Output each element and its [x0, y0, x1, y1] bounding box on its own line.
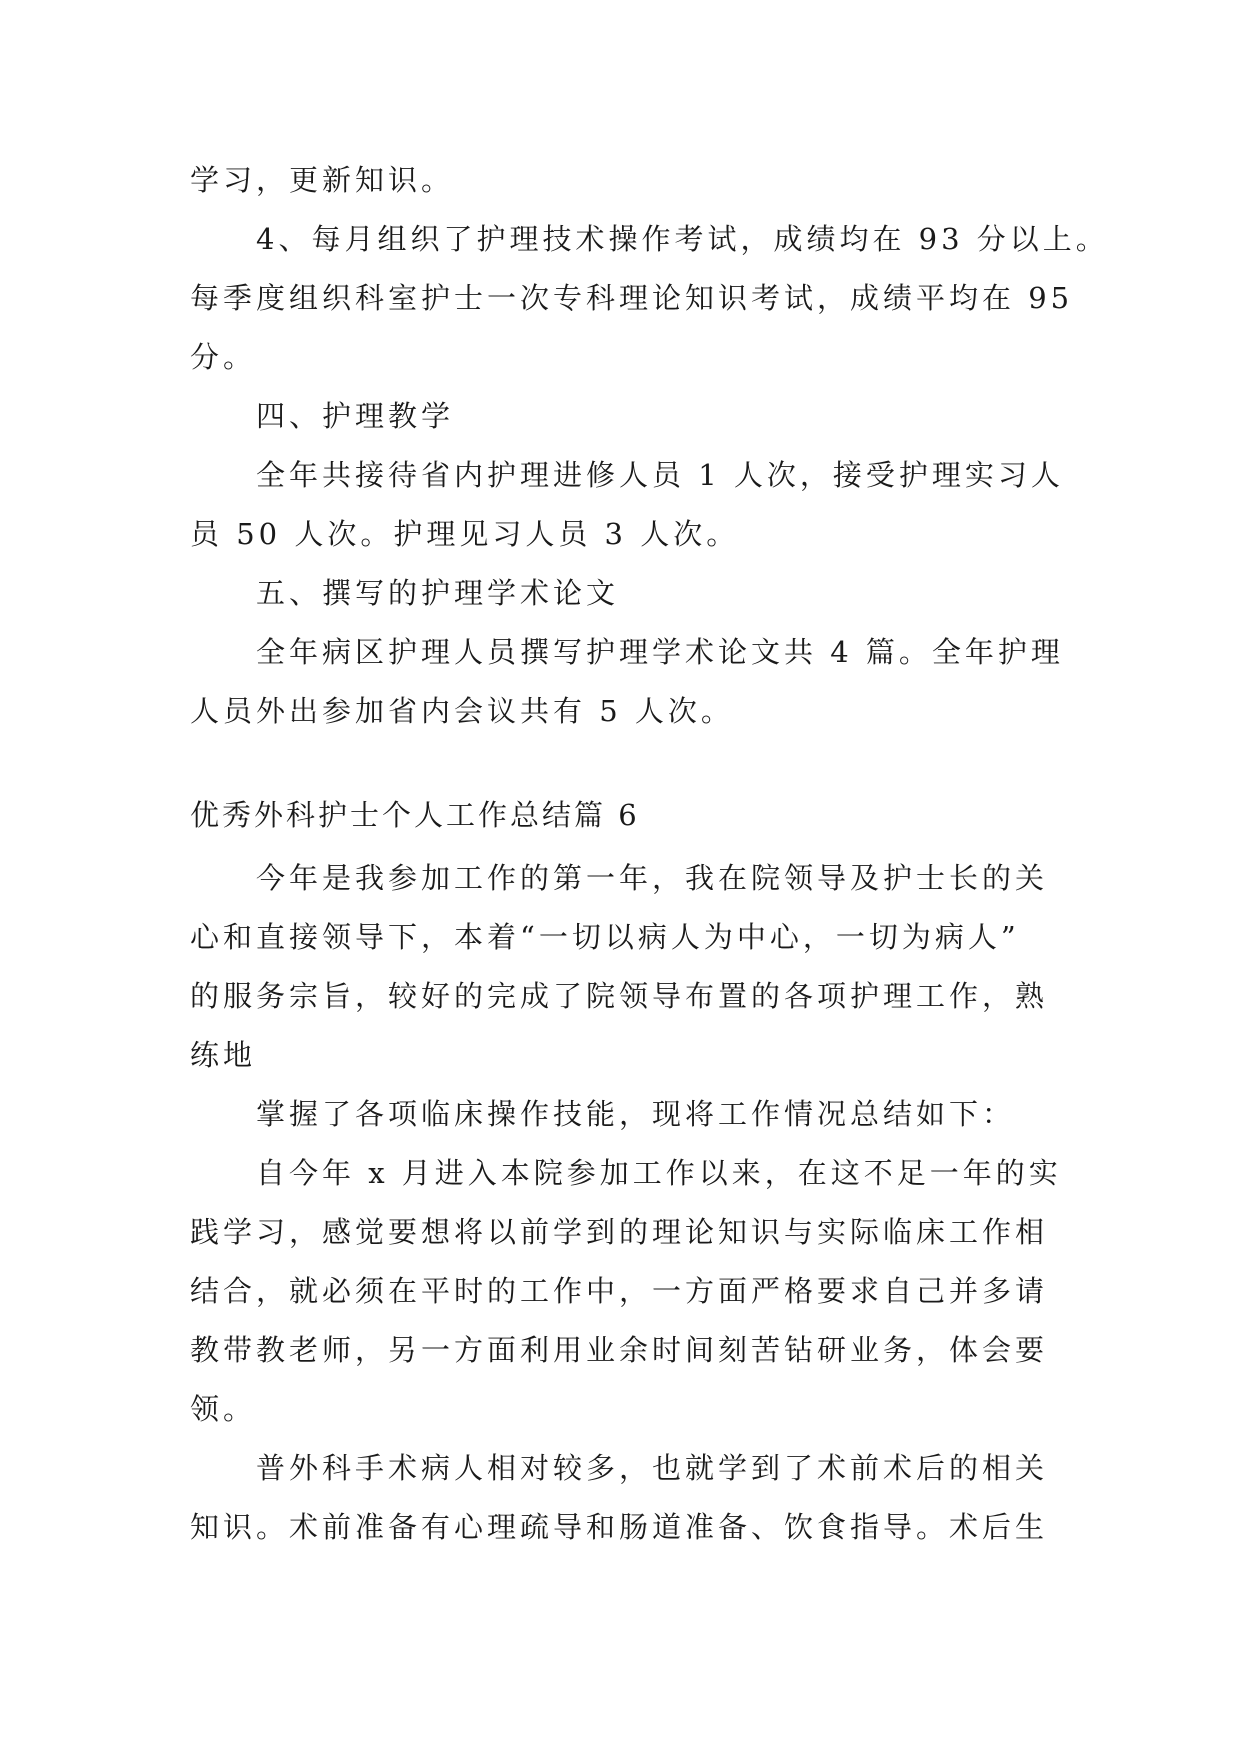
text-line: 践学习，感觉要想将以前学到的理论知识与实际临床工作相	[190, 1215, 1049, 1249]
section-heading: 四、护理教学	[256, 399, 455, 433]
text-line: 学习，更新知识。	[190, 163, 455, 197]
text-line: 分。	[190, 340, 257, 374]
text-line: 教带教老师，另一方面利用业余时间刻苦钻研业务，体会要	[190, 1333, 1049, 1367]
text-line: 练地	[190, 1038, 257, 1072]
text-line: 心和直接领导下，本着“一切以病人为中心，一切为病人”	[190, 920, 1020, 954]
text-line: 知识。术前准备有心理疏导和肠道准备、饮食指导。术后生	[190, 1510, 1049, 1544]
text-line: 全年共接待省内护理进修人员 1 人次，接受护理实习人	[256, 458, 1064, 492]
text-line: 普外科手术病人相对较多，也就学到了术前术后的相关	[256, 1451, 1049, 1485]
text-line: 员 50 人次。护理见习人员 3 人次。	[190, 517, 740, 551]
text-line: 领。	[190, 1392, 257, 1426]
text-line: 的服务宗旨，较好的完成了院领导布置的各项护理工作，熟	[190, 979, 1049, 1013]
text-line: 人员外出参加省内会议共有 5 人次。	[190, 694, 734, 728]
text-line: 掌握了各项临床操作技能，现将工作情况总结如下：	[256, 1097, 1016, 1131]
text-line: 全年病区护理人员撰写护理学术论文共 4 篇。全年护理	[256, 635, 1064, 669]
section-heading: 五、撰写的护理学术论文	[256, 576, 620, 610]
text-line: 每季度组织科室护士一次专科理论知识考试，成绩平均在 95	[190, 281, 1074, 315]
text-line: 结合，就必须在平时的工作中，一方面严格要求自己并多请	[190, 1274, 1049, 1308]
text-line: 4、每月组织了护理技术操作考试，成绩均在 93 分以上。	[256, 222, 1109, 256]
text-line: 自今年 x 月进入本院参加工作以来，在这不足一年的实	[256, 1156, 1062, 1190]
text-line: 今年是我参加工作的第一年，我在院领导及护士长的关	[256, 861, 1049, 895]
article-title: 优秀外科护士个人工作总结篇 6	[190, 798, 640, 832]
